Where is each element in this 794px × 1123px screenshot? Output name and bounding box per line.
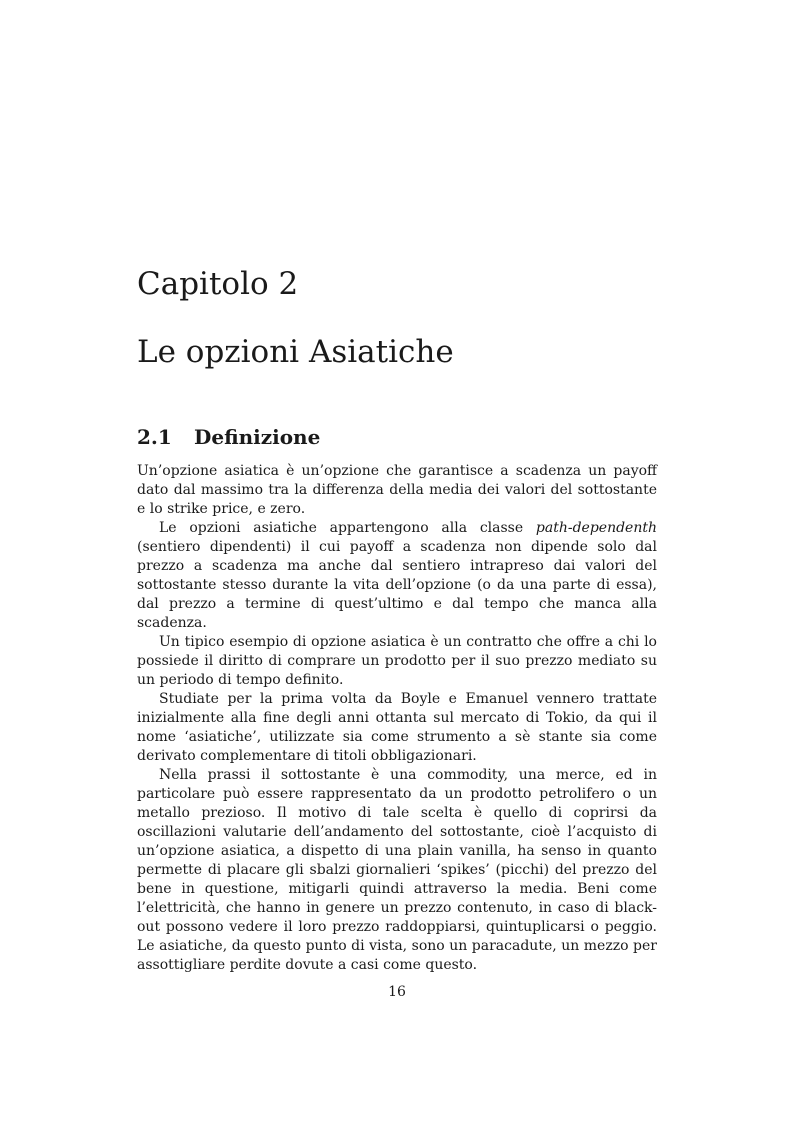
paragraph-example: Un tipico esempio di opzione asiatica è un contratto che offre a chi lo possiede il diritto di comprare un prodotto per il suo prezzo mediato su un periodo di tempo definito. — [137, 634, 657, 688]
paragraph-history: Studiate per la prima volta da Boyle e Emanuel vennero trattate inizialmente alla fine degli anni ottanta sul mercato di Tokio, da qui il nome ‘asiatiche’, utilizzate sia come strumento a sè stante sia come derivato complementare di titoli obbligazionari. — [137, 691, 657, 764]
paragraph-practice: Nella prassi il sottostante è una commodity, una merce, ed in particolare può essere rappresentato da un prodotto petrolifero o un metallo prezioso. Il motivo di tale scelta è quello di coprirsi da oscillazioni valutarie dell’andamento del sottostante, cioè l’acquisto di un’opzione asiatica, a dispetto di una plain vanilla, ha senso in quanto permette di placare gli sbalzi giornalieri ‘spikes’ (picchi) del prezzo del bene in questione, mitigarli quindi attraverso la media. Beni come l’elettricità, che hanno in genere un prezzo contenuto, in caso di black-out possono vedere il loro prezzo raddoppiarsi, quintuplicarsi o peggio. Le asiatiche, da questo punto di vista, sono un paracadute, un mezzo per assottigliare perdite dovute a casi come questo. — [137, 767, 657, 973]
page-number: 16 — [388, 984, 406, 1000]
paragraph-path-dependent — [137, 519, 657, 633]
chapter-title: Le opzioni Asiatiche — [137, 334, 454, 370]
paragraph-text: Le opzioni asiatiche appartengono alla classe — [159, 520, 536, 536]
paragraph-definition: Un’opzione asiatica è un’opzione che garantisce a scadenza un payoff dato dal massimo tra la differenza della media dei valori del sottostante e lo strike price, e zero. — [137, 463, 657, 517]
section-title: Definizione — [194, 425, 321, 449]
section-number: 2.1 — [137, 425, 172, 449]
body-text — [137, 462, 657, 975]
paragraph-text: (sentiero dipendenti) il cui payoff a scadenza non dipende solo dal prezzo a scadenza ma anche dal sentiero intrapreso dai valori del sottostante stesso durante la vita dell’opzione (o da una parte di essa), dal prezzo a termine di quest’ultimo e dal tempo che manca alla scadenza. — [137, 539, 657, 631]
chapter-label: Capitolo 2 — [137, 266, 299, 302]
section-heading — [137, 423, 320, 451]
emphasis-term: path-dependenth — [535, 520, 657, 536]
document-page — [137, 0, 657, 1123]
